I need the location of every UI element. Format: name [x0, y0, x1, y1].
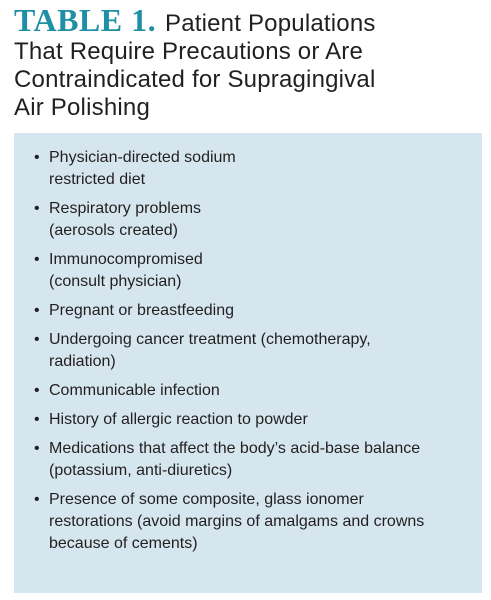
list-item-text: (consult physician)	[49, 273, 182, 290]
list-item-text: Presence of some composite, glass ionomer	[49, 491, 364, 508]
list-item	[34, 198, 472, 242]
patient-population-list	[34, 147, 472, 555]
title-text-line-3: Contraindicated for Supragingival	[14, 66, 376, 93]
bullet-icon: •	[34, 331, 40, 348]
list-item	[34, 147, 472, 191]
list-item-text: Physician-directed sodium	[49, 149, 236, 166]
title-text-line-2: That Require Precautions or Are	[14, 38, 364, 65]
list-item	[34, 249, 472, 293]
bullet-icon: •	[34, 200, 40, 217]
list-item-text: (aerosols created)	[49, 222, 178, 239]
bullet-icon: •	[34, 302, 40, 319]
title-text-line-1: Patient Populations	[164, 10, 376, 37]
table-title	[14, 2, 484, 122]
list-item-text: Immunocompromised	[49, 251, 203, 268]
list-item-text: because of cements)	[49, 535, 198, 552]
bullet-icon: •	[34, 491, 40, 508]
list-item	[34, 489, 472, 555]
list-item	[34, 438, 472, 482]
table-number-label: TABLE 1.	[14, 2, 157, 38]
list-item	[34, 380, 472, 402]
list-item-text: radiation)	[49, 353, 116, 370]
list-item-text: restorations (avoid margins of amalgams and crowns	[49, 513, 425, 530]
title-text-line-4: Air Polishing	[14, 94, 150, 121]
bullet-icon: •	[34, 149, 40, 166]
list-item	[34, 329, 472, 373]
list-item-text: Medications that affect the body’s acid-base balance	[49, 440, 421, 457]
list-item-text: Pregnant or breastfeeding	[49, 302, 235, 319]
list-item-text: Undergoing cancer treatment (chemotherapy,	[49, 331, 371, 348]
list-item-text: restricted diet	[49, 171, 146, 188]
list-item-text: Communicable infection	[49, 382, 220, 399]
bullet-icon: •	[34, 382, 40, 399]
bullet-icon: •	[34, 440, 40, 457]
list-item-text: History of allergic reaction to powder	[49, 411, 308, 428]
list-item-text: Respiratory problems	[49, 200, 202, 217]
list-item	[34, 300, 472, 322]
table-body-panel	[14, 133, 482, 593]
list-item	[34, 409, 472, 431]
title-line-1	[14, 2, 484, 38]
bullet-icon: •	[34, 411, 40, 428]
bullet-icon: •	[34, 251, 40, 268]
list-item-text: (potassium, anti-diuretics)	[49, 462, 233, 479]
